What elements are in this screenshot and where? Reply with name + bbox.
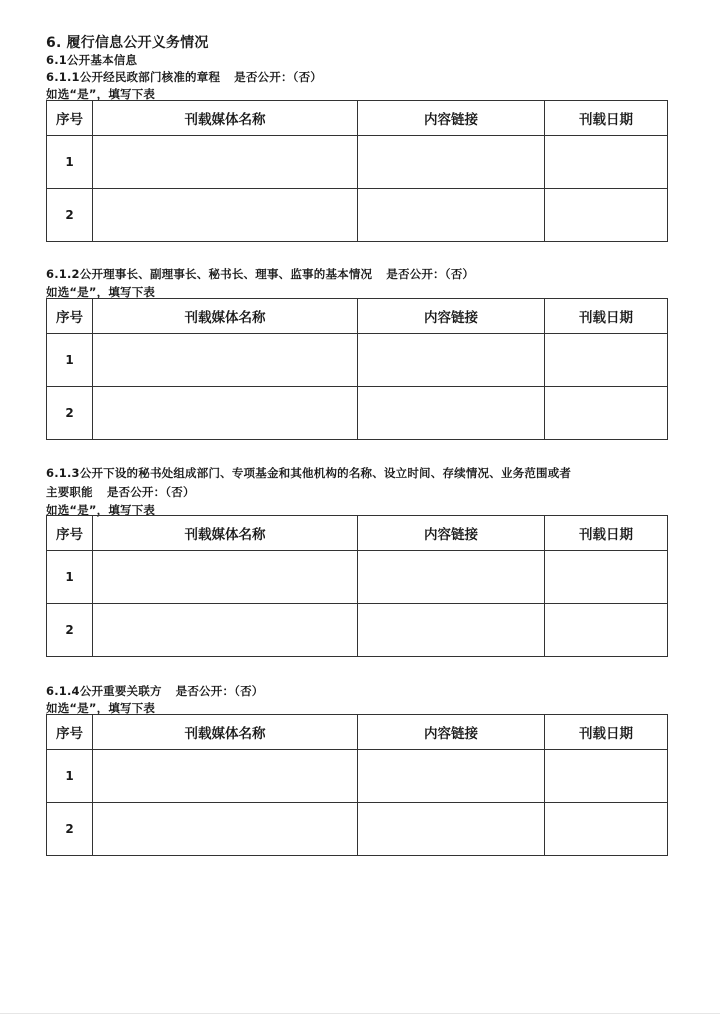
disclosure-status: 是否公开：（否） <box>234 70 323 84</box>
row-index: 2 <box>47 604 93 657</box>
media-cell[interactable] <box>93 334 358 387</box>
scan-edge-divider <box>0 1013 720 1014</box>
disclosure-table-6-1-2 <box>46 298 668 440</box>
table-header-row <box>47 715 668 750</box>
row-index: 2 <box>47 189 93 242</box>
question-text: 6.1.4公开重要关联方 <box>46 684 162 698</box>
date-cell[interactable] <box>545 189 668 242</box>
date-cell[interactable] <box>545 136 668 189</box>
header-index: 序号 <box>47 516 93 551</box>
date-cell[interactable] <box>545 604 668 657</box>
header-index: 序号 <box>47 299 93 334</box>
media-cell[interactable] <box>93 604 358 657</box>
question-6-1-2 <box>46 266 474 282</box>
header-date: 刊载日期 <box>545 715 668 750</box>
table-row <box>47 750 668 803</box>
fill-hint: 如选“是”，填写下表 <box>46 701 156 715</box>
question-6-1-3-line2 <box>46 484 195 500</box>
table-row <box>47 136 668 189</box>
header-index: 序号 <box>47 715 93 750</box>
date-cell[interactable] <box>545 750 668 803</box>
link-cell[interactable] <box>358 136 545 189</box>
header-date: 刊载日期 <box>545 299 668 334</box>
question-text: 6.1.1公开经民政部门核准的章程 <box>46 70 221 84</box>
media-cell[interactable] <box>93 750 358 803</box>
disclosure-table-6-1-1 <box>46 100 668 242</box>
disclosure-status: 是否公开：（否） <box>175 684 264 698</box>
disclosure-status: 是否公开：（否） <box>386 267 475 281</box>
section-title: 6. 履行信息公开义务情况 <box>46 35 209 51</box>
header-date: 刊载日期 <box>545 101 668 136</box>
header-media: 刊载媒体名称 <box>93 715 358 750</box>
row-index: 1 <box>47 136 93 189</box>
media-cell[interactable] <box>93 189 358 242</box>
media-cell[interactable] <box>93 551 358 604</box>
date-cell[interactable] <box>545 334 668 387</box>
header-link: 内容链接 <box>358 101 545 136</box>
table-row <box>47 551 668 604</box>
media-cell[interactable] <box>93 803 358 856</box>
disclosure-status: 是否公开：（否） <box>106 485 195 499</box>
date-cell[interactable] <box>545 803 668 856</box>
question-6-1-4 <box>46 683 264 699</box>
fill-hint: 如选“是”，填写下表 <box>46 285 156 299</box>
row-index: 1 <box>47 551 93 604</box>
row-index: 2 <box>47 803 93 856</box>
table-row <box>47 387 668 440</box>
header-index: 序号 <box>47 101 93 136</box>
question-text: 主要职能 <box>46 485 93 499</box>
link-cell[interactable] <box>358 750 545 803</box>
section-subtitle: 6.1公开基本信息 <box>46 53 138 67</box>
question-text: 6.1.2公开理事长、副理事长、秘书长、理事、监事的基本情况 <box>46 267 373 281</box>
date-cell[interactable] <box>545 387 668 440</box>
row-index: 1 <box>47 334 93 387</box>
link-cell[interactable] <box>358 387 545 440</box>
header-link: 内容链接 <box>358 715 545 750</box>
header-link: 内容链接 <box>358 299 545 334</box>
media-cell[interactable] <box>93 136 358 189</box>
table-row <box>47 189 668 242</box>
link-cell[interactable] <box>358 803 545 856</box>
table-row <box>47 334 668 387</box>
question-6-1-1 <box>46 69 322 85</box>
question-6-1-3: 6.1.3公开下设的秘书处组成部门、专项基金和其他机构的名称、设立时间、存续情况、业务范围或者 <box>46 466 572 480</box>
table-row <box>47 604 668 657</box>
header-date: 刊载日期 <box>545 516 668 551</box>
media-cell[interactable] <box>93 387 358 440</box>
header-media: 刊载媒体名称 <box>93 299 358 334</box>
fill-hint: 如选“是”，填写下表 <box>46 87 156 101</box>
header-media: 刊载媒体名称 <box>93 516 358 551</box>
link-cell[interactable] <box>358 604 545 657</box>
header-link: 内容链接 <box>358 516 545 551</box>
row-index: 2 <box>47 387 93 440</box>
table-header-row <box>47 299 668 334</box>
table-header-row <box>47 516 668 551</box>
link-cell[interactable] <box>358 189 545 242</box>
table-row <box>47 803 668 856</box>
disclosure-table-6-1-3 <box>46 515 668 657</box>
header-media: 刊载媒体名称 <box>93 101 358 136</box>
disclosure-table-6-1-4 <box>46 714 668 856</box>
table-header-row <box>47 101 668 136</box>
fill-hint: 如选“是”，填写下表 <box>46 503 156 517</box>
row-index: 1 <box>47 750 93 803</box>
link-cell[interactable] <box>358 334 545 387</box>
link-cell[interactable] <box>358 551 545 604</box>
date-cell[interactable] <box>545 551 668 604</box>
